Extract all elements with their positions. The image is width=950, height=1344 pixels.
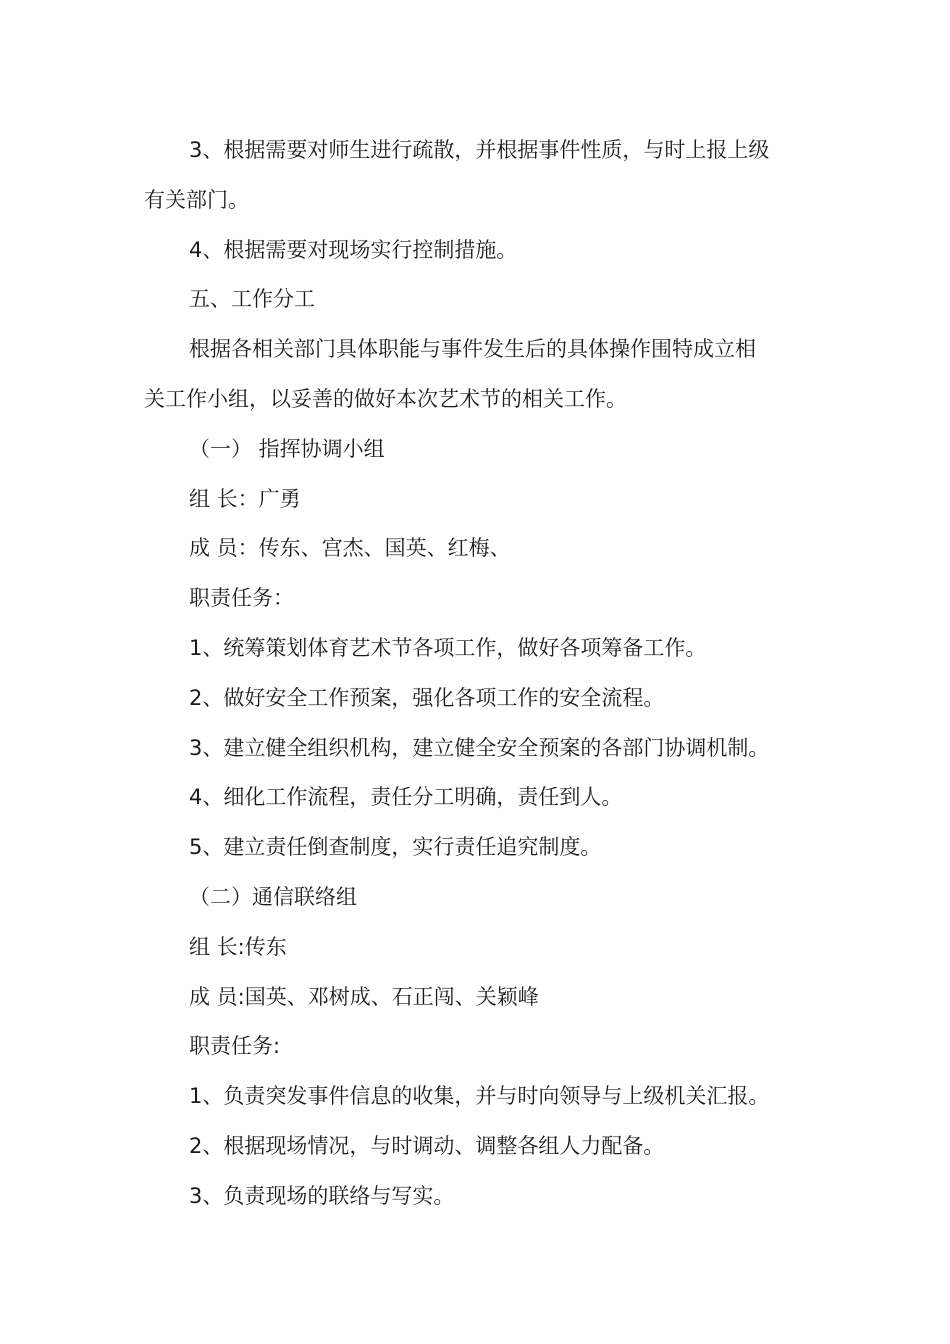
communication-group-leader: 组 长:传东 [189,934,287,959]
paragraph-evacuation-cont: 有关部门。 [144,187,249,212]
communication-duty-item: 3、负责现场的联络与写实。 [189,1183,455,1208]
paragraph-control-measures: 4、根据需要对现场实行控制措施。 [189,237,518,262]
command-group-leader: 组 长：广勇 [189,486,301,511]
command-duty-item: 3、建立健全组织机构，建立健全安全预案的各部门协调机制。 [189,735,770,760]
command-duty-item: 2、做好安全工作预案，强化各项工作的安全流程。 [189,685,665,710]
paragraph-groups-intro: 根据各相关部门具体职能与事件发生后的具体操作围特成立相 [189,337,756,362]
communication-group-duties-label: 职责任务: [189,1034,281,1059]
communication-duty-item: 2、根据现场情况，与时调动、调整各组人力配备。 [189,1133,665,1158]
paragraph-evacuation: 3、根据需要对师生进行疏散，并根据事件性质，与时上报上级 [189,138,770,162]
communication-duty-item: 1、负责突发事件信息的收集，并与时向领导与上级机关汇报。 [189,1084,770,1109]
command-duty-item: 1、统筹策划体育艺术节各项工作，做好各项筹备工作。 [189,635,707,660]
communication-group-members: 成 员:国英、邓树成、石正闯、关颖峰 [189,984,539,1009]
document-body [144,126,814,1222]
paragraph-groups-intro-cont: 关工作小组，以妥善的做好本次艺术节的相关工作。 [144,386,627,411]
subheading-communication-group: （二）通信联络组 [189,884,357,909]
command-group-duties-label: 职责任务： [189,586,294,611]
command-duty-item: 5、建立责任倒查制度，实行责任追究制度。 [189,835,602,860]
subheading-command-group: （一） 指挥协调小组 [189,436,385,461]
section-heading-division-of-work: 五、工作分工 [189,287,315,312]
command-duty-item: 4、细化工作流程，责任分工明确，责任到人。 [189,785,623,810]
command-group-members: 成 员：传东、宫杰、国英、红梅、 [189,536,511,561]
